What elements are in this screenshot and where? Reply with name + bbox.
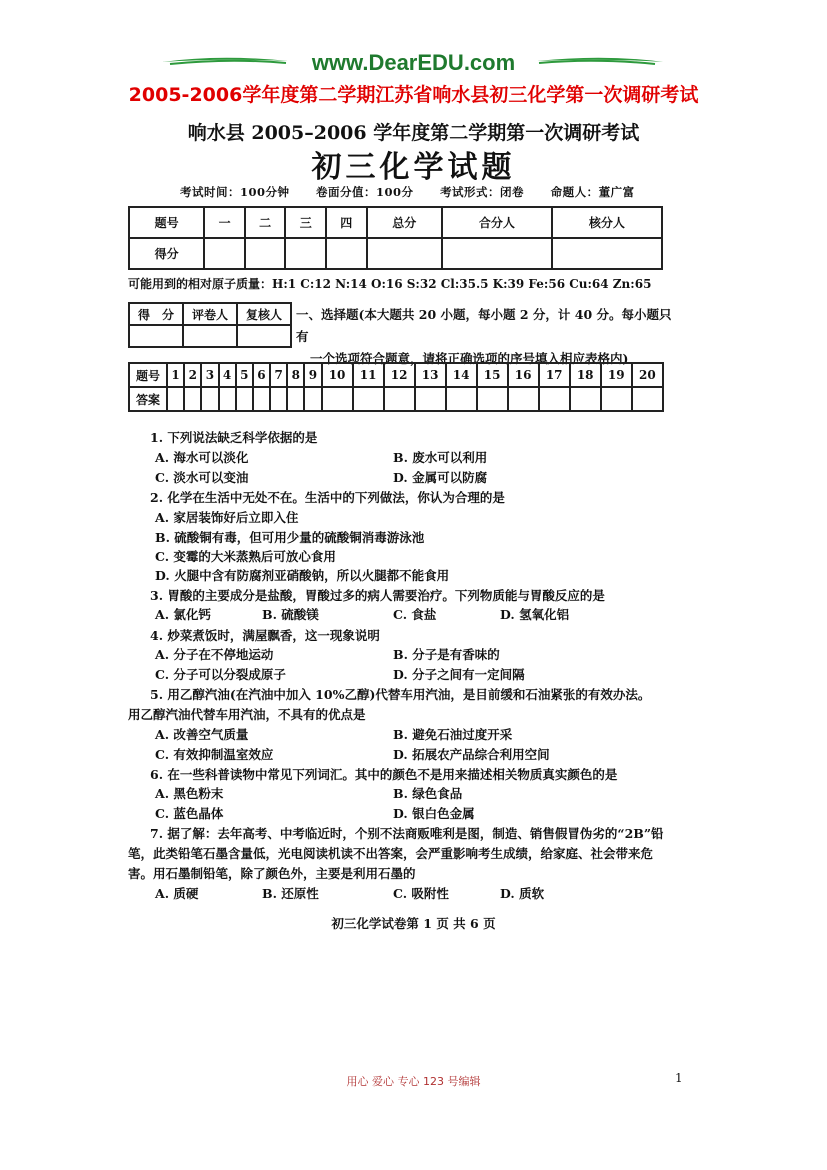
grader-cell: 复核人 (237, 303, 291, 325)
answer-blank (353, 387, 384, 411)
answer-blank (304, 387, 321, 411)
question-2: 2. 化学在生活中无处不在。生活中的下列做法，你认为合理的是 (150, 490, 505, 505)
answer-number: 14 (446, 363, 477, 387)
exam-title-line1: 响水县 2005–2006 学年度第二学期第一次调研考试 (187, 122, 640, 144)
score-blank (442, 238, 552, 269)
option: A. 分子在不停地运动 (155, 647, 274, 662)
answer-number: 12 (384, 363, 415, 387)
answer-blank (539, 387, 570, 411)
score-blank (326, 238, 367, 269)
question-6: 6. 在一些科普读物中常见下列词汇。其中的颜色不是用来描述相关物质真实颜色的是 (150, 767, 618, 782)
editor-note: 用心 爱心 专心 123 号编辑 (346, 1075, 481, 1088)
question-7-cont: 害。用石墨制铅笔，除了颜色外，主要是利用石墨的 (128, 866, 416, 881)
answer-row-label: 答案 (129, 387, 167, 411)
answer-number: 1 (167, 363, 184, 387)
answer-table (128, 362, 664, 412)
score-cell: 总分 (367, 207, 442, 238)
answer-number: 16 (508, 363, 539, 387)
question-1: 1. 下列说法缺乏科学依据的是 (150, 430, 318, 445)
option: C. 吸附性 (393, 886, 449, 901)
answer-blank (287, 387, 304, 411)
score-table-value-row (129, 238, 662, 269)
score-cell: 合分人 (442, 207, 552, 238)
question-5: 5. 用乙醇汽油(在汽油中加入 10%乙醇)代替车用汽油，是目前缓和石油紧张的有效办法。 (150, 687, 651, 702)
answer-number: 11 (353, 363, 384, 387)
answer-number: 4 (219, 363, 236, 387)
answer-blank (270, 387, 287, 411)
option: B. 硫酸镁 (262, 607, 319, 622)
question-5-cont: 用乙醇汽油代替车用汽油，不具有的优点是 (128, 707, 366, 722)
exam-meta (180, 184, 657, 200)
option: A. 家居装饰好后立即入住 (155, 510, 299, 525)
option: B. 还原性 (262, 886, 319, 901)
option: A. 质硬 (155, 886, 199, 901)
option: C. 分子可以分裂成原子 (155, 667, 286, 682)
score-blank (552, 238, 662, 269)
answer-number: 3 (201, 363, 218, 387)
section1-line2: 一个选项符合题意，请将正确选项的序号填入相应表格内) (310, 351, 629, 366)
answer-blank (384, 387, 415, 411)
answer-blank (508, 387, 539, 411)
score-table (128, 206, 663, 270)
answer-blank (477, 387, 508, 411)
answer-number: 19 (601, 363, 632, 387)
score-cell: 四 (326, 207, 367, 238)
grader-blank (237, 325, 291, 347)
answer-number: 20 (632, 363, 663, 387)
answer-number: 9 (304, 363, 321, 387)
answer-blank (201, 387, 218, 411)
document-title: 2005-2006学年度第二学期江苏省响水县初三化学第一次调研考试 (128, 84, 699, 106)
option: A. 黑色粉末 (155, 786, 224, 801)
answer-number: 6 (253, 363, 270, 387)
answer-number: 13 (415, 363, 446, 387)
exam-time: 考试时间：100分钟 (180, 185, 290, 199)
answer-blank (570, 387, 601, 411)
grader-table (128, 302, 292, 348)
option: D. 火腿中含有防腐剂亚硝酸钠，所以火腿都不能食用 (155, 568, 450, 583)
grader-cell: 得 分 (129, 303, 183, 325)
page-number: 1 (675, 1071, 683, 1085)
score-blank (367, 238, 442, 269)
question-7-cont: 笔，此类铅笔石墨含量低，光电阅读机读不出答案，会严重影响考生成绩，给家庭、社会带来危 (128, 846, 654, 861)
question-7: 7. 据了解：去年高考、中考临近时，个别不法商贩唯利是图，制造、销售假冒伪劣的“2B”铅 (150, 826, 664, 841)
answer-blank (253, 387, 270, 411)
score-blank (245, 238, 286, 269)
answer-blank-row (129, 387, 663, 411)
answer-number: 10 (322, 363, 353, 387)
answer-blank (184, 387, 201, 411)
option: B. 绿色食品 (393, 786, 463, 801)
option: B. 硫酸铜有毒，但可用少量的硫酸铜消毒游泳池 (155, 530, 425, 545)
answer-blank (446, 387, 477, 411)
answer-number: 5 (236, 363, 253, 387)
exam-title-line2: 初三化学试题 (311, 150, 516, 185)
answer-blank (167, 387, 184, 411)
option: D. 氢氧化铝 (500, 607, 570, 622)
score-row-label: 得分 (129, 238, 204, 269)
answer-blank (236, 387, 253, 411)
option: C. 食盐 (393, 607, 437, 622)
option: D. 金属可以防腐 (393, 470, 488, 485)
score-cell: 题号 (129, 207, 204, 238)
option: C. 有效抑制温室效应 (155, 747, 274, 762)
answer-blank (632, 387, 663, 411)
option: A. 氯化钙 (155, 607, 211, 622)
site-url[interactable]: www.DearEDU.com (311, 50, 516, 75)
exam-author: 命题人：董广富 (550, 185, 635, 199)
option: D. 分子之间有一定间隔 (393, 667, 525, 682)
atomic-masses: 可能用到的相对原子质量：H:1 C:12 N:14 O:16 S:32 Cl:35.5 K:39 Fe:56 Cu:64 Zn:65 (128, 277, 652, 291)
option: D. 银白色金属 (393, 806, 475, 821)
answer-number: 15 (477, 363, 508, 387)
grader-cell: 评卷人 (183, 303, 237, 325)
score-cell: 二 (245, 207, 286, 238)
answer-number: 2 (184, 363, 201, 387)
grader-blank (129, 325, 183, 347)
option: B. 避免石油过度开采 (393, 727, 513, 742)
answer-number: 8 (287, 363, 304, 387)
option: A. 海水可以淡化 (155, 450, 249, 465)
answer-number-row (129, 363, 663, 387)
answer-number: 18 (570, 363, 601, 387)
option: C. 变霉的大米蒸熟后可放心食用 (155, 549, 336, 564)
question-4: 4. 炒菜煮饭时，满屋飘香，这一现象说明 (150, 628, 380, 643)
score-table-header-row (129, 207, 662, 238)
option: A. 改善空气质量 (155, 727, 249, 742)
answer-number: 17 (539, 363, 570, 387)
option: B. 废水可以利用 (393, 450, 488, 465)
option: C. 淡水可以变油 (155, 470, 249, 485)
exam-format: 考试形式：闭卷 (440, 185, 525, 199)
option: D. 质软 (500, 886, 545, 901)
option: D. 拓展农产品综合利用空间 (393, 747, 550, 762)
score-cell: 一 (204, 207, 245, 238)
right-swoosh-decoration (535, 54, 665, 68)
question-3: 3. 胃酸的主要成分是盐酸，胃酸过多的病人需要治疗。下列物质能与胃酸反应的是 (150, 588, 605, 603)
answer-number: 7 (270, 363, 287, 387)
exam-score: 卷面分值：100分 (316, 185, 414, 199)
section1-instructions (296, 304, 676, 370)
answer-row-label: 题号 (129, 363, 167, 387)
score-cell: 三 (285, 207, 326, 238)
score-blank (285, 238, 326, 269)
score-blank (204, 238, 245, 269)
answer-blank (322, 387, 353, 411)
score-cell: 核分人 (552, 207, 662, 238)
answer-blank (601, 387, 632, 411)
page-info: 初三化学试卷第 1 页 共 6 页 (331, 916, 496, 931)
option: C. 蓝色晶体 (155, 806, 224, 821)
option: B. 分子是有香味的 (393, 647, 500, 662)
answer-blank (415, 387, 446, 411)
section1-line1: 一、选择题(本大题共 20 小题，每小题 2 分，计 40 分。每小题只有 (296, 307, 672, 344)
answer-blank (219, 387, 236, 411)
grader-blank (183, 325, 237, 347)
